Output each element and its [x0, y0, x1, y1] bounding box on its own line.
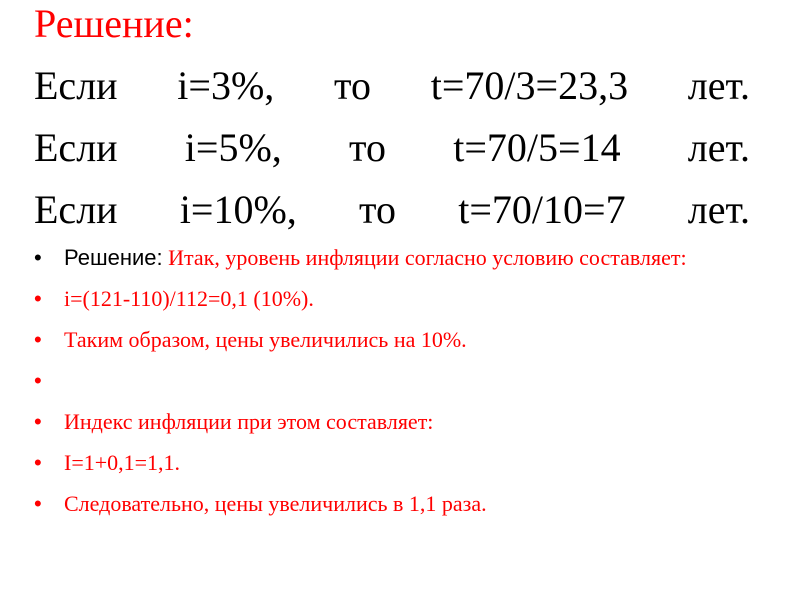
list-item: [34, 408, 750, 435]
bullet-list: [34, 244, 750, 531]
bullet-text: Следовательно, цены увеличились в 1,1 раза.: [64, 491, 487, 516]
bullet-text: i=(121-110)/112=0,1 (10%).: [64, 286, 314, 311]
rule-line-2: [34, 124, 750, 172]
bullet-marker: •: [34, 450, 42, 475]
list-item: [34, 490, 750, 517]
bullet-text: Итак, уровень инфляции согласно условию составляет:: [168, 245, 687, 270]
rule-conj: то: [334, 63, 371, 108]
bullet-text: Таким образом, цены увеличились на 10%.: [64, 327, 467, 352]
bullet-marker: •: [34, 491, 42, 516]
bullet-marker: •: [34, 327, 42, 352]
list-item: [34, 449, 750, 476]
bullet-marker: •: [34, 245, 42, 270]
rule-rate: i=5%,: [184, 125, 282, 170]
rule-word: Если: [34, 187, 118, 232]
rule-rate: i=10%,: [179, 187, 297, 232]
rule-formula: t=70/3=23,3: [430, 63, 629, 108]
list-item: [34, 285, 750, 312]
rule-rate: i=3%,: [177, 63, 275, 108]
bullet-marker: •: [34, 286, 42, 311]
rule-conj: то: [349, 125, 386, 170]
list-item: [34, 326, 750, 353]
rule-unit: лет.: [687, 187, 750, 232]
rule-formula: t=70/5=14: [453, 125, 621, 170]
bullet-marker: •: [34, 368, 42, 393]
list-item: [34, 367, 750, 394]
bullet-text: I=1+0,1=1,1.: [64, 450, 181, 475]
rule-line-3: [34, 186, 750, 234]
rule-line-1: [34, 62, 750, 110]
rule-conj: то: [359, 187, 396, 232]
rule-formula: t=70/10=7: [458, 187, 626, 232]
rule-unit: лет.: [687, 125, 750, 170]
rule-word: Если: [34, 125, 118, 170]
rule-unit: лет.: [687, 63, 750, 108]
rule-word: Если: [34, 63, 118, 108]
list-item: [34, 244, 750, 271]
bullet-text: Индекс инфляции при этом составляет:: [64, 409, 434, 434]
bullet-marker: •: [34, 409, 42, 434]
solution-label: Решение:: [64, 245, 163, 270]
slide-title: Решение:: [34, 1, 194, 46]
